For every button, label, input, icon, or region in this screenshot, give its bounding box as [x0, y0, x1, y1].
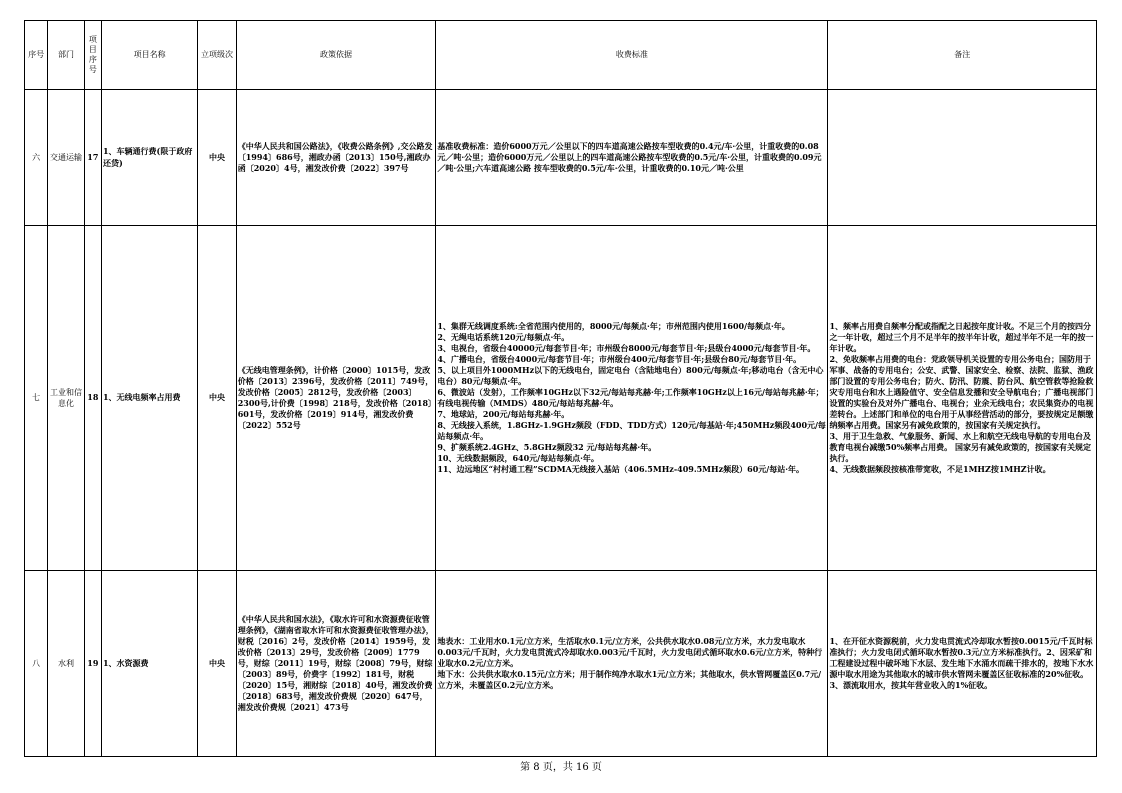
header-item-name: 项目名称 [101, 21, 197, 90]
standard-item: 6、微波站（发射），工作频率10GHz以下32元/每站每兆赫·年;工作频率10GHz以上16元/每站每兆赫·年；有线电视传输（MMDS）480元/每站每兆赫·年。 [437, 386, 824, 408]
cell-level: 中央 [198, 226, 237, 571]
header-dept: 部门 [48, 21, 84, 90]
cell-level: 中央 [198, 571, 237, 757]
standard-item: 地下水：公共供水取水0.15元/立方米；用于制作纯净水取水1元/立方米；其他取水，供水管网覆盖区0.7元/立方米，未覆盖区0.2元/立方米。 [437, 669, 822, 691]
cell-policy: 《无线电管理条例》，计价格〔2000〕1015号，发改价格〔2013〕2396号，发改价格〔2011〕749号，发改价格〔2005〕2812号，发改价格〔2003〕2300号,计价费〔1998〕218号，发改价格〔2018〕601号，发改价格〔2019〕914号，湘发改价费〔2022〕552号 [236, 226, 436, 571]
table-row [25, 571, 1097, 757]
header-remark: 备注 [828, 21, 1097, 90]
cell-dept: 交通运输 [48, 90, 84, 226]
cell-item-name: 1、车辆通行费(限于政府还贷) [101, 90, 197, 226]
header-standard: 收费标准 [436, 21, 828, 90]
cell-item-name: 1、水资源费 [101, 571, 197, 757]
remark-item: 1、频率占用费自频率分配或指配之日起按年度计收。不足三个月的按四分之一年计收，超过三个月不足半年的按半年计收，超过半年不足一年的按一年计收。 [829, 320, 1094, 353]
cell-item-no: 18 [84, 226, 101, 571]
header-policy: 政策依据 [236, 21, 436, 90]
standard-item: 3、电视台，省级台40000元/每套节目·年；市州级台8000元/每套节目·年;县级台4000元/每套节目·年。 [437, 342, 816, 353]
standard-item: 5、以上项目外1000MHz以下的无线电台，固定电台（含陆地电台）800元/每频点·年;移动电台（含无中心电台）80元/每频点·年。 [437, 364, 824, 386]
cell-standard [436, 226, 828, 571]
table-row [25, 226, 1097, 571]
remark-item: 4、无线数据频段按核准带宽收，不足1MHZ按1MHZ计收。 [829, 464, 1051, 475]
standard-item: 11、边远地区“村村通工程”SCDMA无线接入基站（406.5MHz-409.5MHz频段）60元/每站·年。 [437, 464, 804, 475]
cell-dept: 水利 [48, 571, 84, 757]
remark-item: 3、用于卫生急救、气象服务、新闻、水上和航空无线电导航的专用电台及教育电视台减缴50%频率占用费。 国家另有减免政策的，按国家有关规定执行。 [829, 431, 1092, 464]
cell-level: 中央 [198, 90, 237, 226]
cell-dept: 工业和信息化 [48, 226, 84, 571]
cell-seq: 七 [25, 226, 48, 571]
header-item-no: 项目序号 [84, 21, 101, 90]
standard-item: 8、无线接入系统，1.8GHz-1.9GHz频段（FDD、TDD方式）120元/每基站·年;450MHz频段400元/每站每频点·年。 [437, 420, 826, 442]
header-level: 立项级次 [198, 21, 237, 90]
cell-remark [828, 226, 1097, 571]
header-seq: 序号 [25, 21, 48, 90]
remark-item: 1、在开征水资源税前，火力发电贯流式冷却取水暂按0.0015元/千瓦时标准执行；火力发电闭式循环取水暂按0.3元/立方米标准执行。2、因采矿和工程建设过程中破坏地下水层、发生地下水涌水而疏干排水的，按地下水水源中取水用途为其他取水的城市供水管网未覆盖区征收标准的20%征收。3、漂流取用水，按其年营业收入的1%征收。 [829, 635, 1094, 691]
fee-table [24, 20, 1097, 757]
cell-remark [828, 90, 1097, 226]
cell-standard [436, 90, 828, 226]
cell-seq: 六 [25, 90, 48, 226]
cell-policy: 《中华人民共和国公路法》，《收费公路条例》,交公路发〔1994〕686号，湘政办函〔2013〕150号,湘政办函〔2020〕4号，湘发改价费〔2022〕397号 [236, 90, 436, 226]
page-number: 第 8 页，共 16 页 [520, 762, 602, 773]
cell-seq: 八 [25, 571, 48, 757]
standard-item: 10、无线数据频段，640元/每站每频点·年。 [437, 453, 599, 464]
standard-item: 9、扩频系统2.4GHz、5.8GHz频段32 元/每站每兆赫·年。 [437, 442, 657, 453]
cell-item-no: 17 [84, 90, 101, 226]
cell-item-no: 19 [84, 571, 101, 757]
standard-item: 7、地球站，200元/每站每兆赫·年。 [437, 409, 570, 420]
header-row [25, 21, 1097, 90]
standard-item: 4、广播电台，省级台4000元/每套节目·年；市州级台400元/每套节目·年;县级台80元/每套节目·年。 [437, 353, 802, 364]
standard-line: 基准收费标准：造价6000万元／公里以下的四车道高速公路按车型收费的0.4元/车·公里，计重收费的0.08元／吨·公里；造价6000万元／公里以上的四车道高速公路按车型收费的0.5元/车·公里，计重收费的0.09元／吨·公里;六车道高速公路 按车型收费的0.5元/车·公里，计重收费的0.10元／吨·公里 [437, 140, 822, 174]
table-row [25, 90, 1097, 226]
cell-standard [436, 571, 828, 757]
cell-policy: 《中华人民共和国水法》，《取水许可和水资源费征收管理条例》，《湖南省取水许可和水资源费征收管理办法》，财税〔2016〕2号，发改价格〔2014〕1959号，发改价格〔2013〕29号，发改价格〔2009〕1779号，财综〔2011〕19号，财综〔2008〕79号，财综〔2003〕89号，价费字〔1992〕181号，财税〔2020〕15号，湘财综〔2018〕40号，湘发改价费〔2018〕683号，湘发改价费规〔2020〕647号，湘发改价费规〔2021〕473号 [236, 571, 436, 757]
standard-item: 2、无绳电话系统120元/每频点·年。 [437, 331, 570, 342]
cell-remark [828, 571, 1097, 757]
remark-item: 2、免收频率占用费的电台：党政领导机关设置的专用公务电台；国防用于军事、战备的专用电台；公安、武警、国家安全、检察、法院、监狱、渔政部门设置的专用公务电台；防火、防汛、防震、防台风、航空管救等抢险救灾专用电台和水上遇险值守、安全信息发播和安全导航电台；广播电视部门设置的实验台及对外广播电台、电视台；业余无线电台；农民集资办的电视差转台。上述部门和单位的电台用于从事经营活动的部分，要按规定足额缴纳频率占用费。国家另有减免政策的，按国家有关规定执行。 [829, 353, 1094, 431]
standard-item: 1、集群无线调度系统:全省范围内使用的，8000元/每频点·年；市州范围内使用1600/每频点·年。 [437, 320, 790, 331]
standard-item: 地表水：工业用水0.1元/立方米，生活取水0.1元/立方米，公共供水取水0.08元/立方米，水力发电取水0.003元/千瓦时，火力发电贯流式冷却取水0.003元/千瓦时，火力发电闭式循环取水0.6元/立方米，特种行业取水0.2元/立方米。 [437, 635, 823, 668]
cell-item-name: 1、无线电频率占用费 [101, 226, 197, 571]
